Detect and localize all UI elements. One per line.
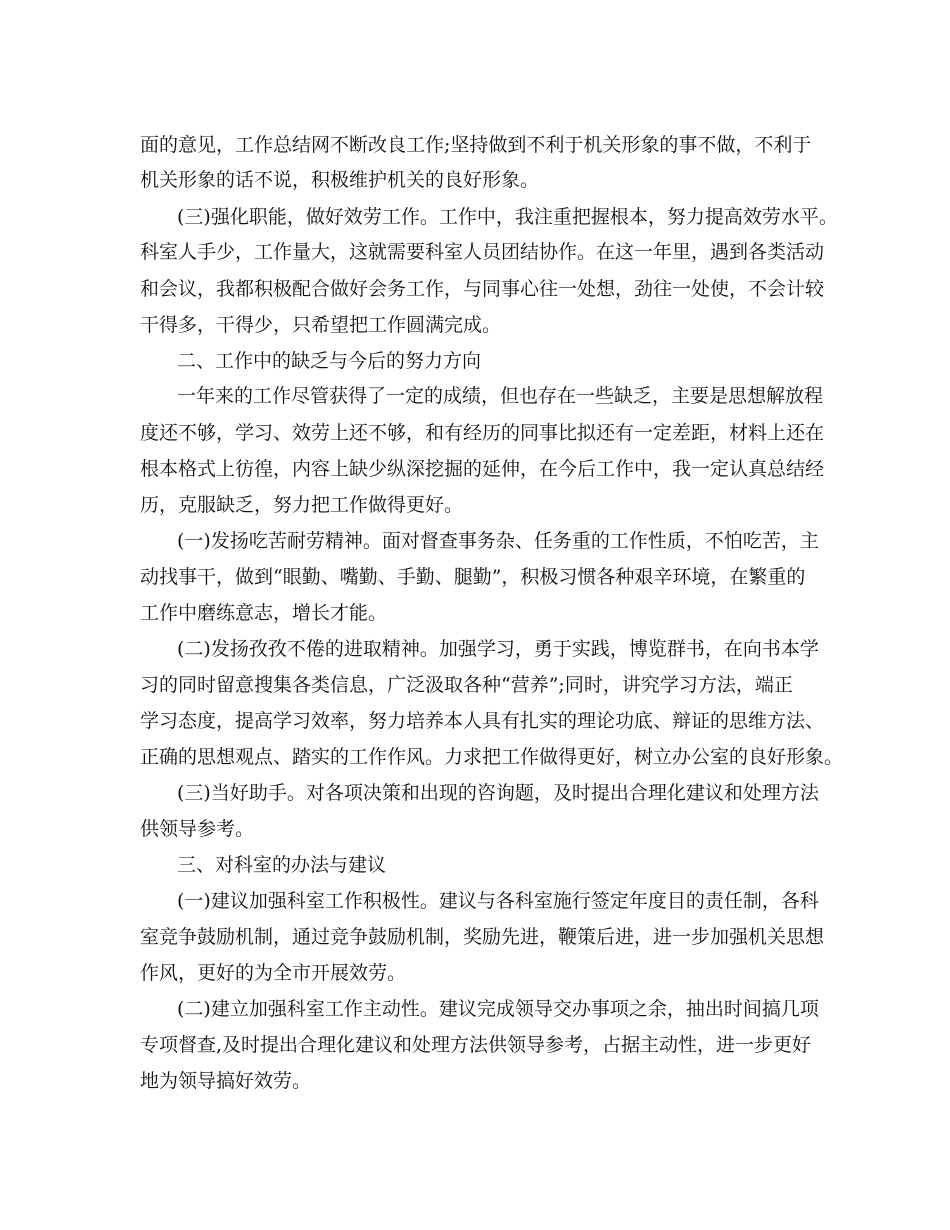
text-line: (一)建议加强科室工作积极性。建议与各科室施行签定年度目的责任制，各科 [177,890,819,912]
section-heading: 三、对科室的办法与建议 [177,854,387,876]
text-line: 作风，更好的为全市开展效劳。 [140,962,407,984]
text-line: (二)发扬孜孜不倦的进取精神。加强学习，勇于实践，博览群书，在向书本学 [177,638,819,660]
text-line: 习的同时留意搜集各类信息，广泛汲取各种“营养”;同时，讲究学习方法，端正 [140,674,793,696]
text-line: 学习态度，提高学习效率，努力培养本人具有扎实的理论功底、辩证的思维方法、 [140,710,825,732]
section-heading: 二、工作中的缺乏与今后的努力方向 [177,350,482,372]
text-line: 正确的思想观点、踏实的工作作风。力求把工作做得更好，树立办公室的良好形象。 [140,746,844,768]
text-line: 面的意见，工作总结网不断改良工作;坚持做到不利于机关形象的事不做，不利于 [140,134,812,156]
text-line: (三)当好助手。对各项决策和出现的咨询题，及时提出合理化建议和处理方法 [177,782,819,804]
text-line: 根本格式上彷徨，内容上缺少纵深挖掘的延伸，在今后工作中，我一定认真总结经 [140,458,825,480]
text-line: 度还不够，学习、效劳上还不够，和有经历的同事比拟还有一定差距，材料上还在 [140,422,825,444]
text-line: 室竞争鼓励机制，通过竞争鼓励机制，奖励先进，鞭策后进，进一步加强机关思想 [140,926,825,948]
text-line: 一年来的工作尽管获得了一定的成绩，但也存在一些缺乏，主要是思想解放程 [177,385,824,407]
text-line: 干得多，干得少，只希望把工作圆满完成。 [140,314,502,336]
text-line: 科室人手少，工作量大，这就需要科室人员团结协作。在这一年里，遇到各类活动 [140,241,825,263]
text-line: 历，克服缺乏，努力把工作做得更好。 [140,494,464,516]
text-line: 和会议，我都积极配合做好会务工作，与同事心往一处想，劲往一处使，不会计较 [140,278,825,300]
text-line: 动找事干，做到“眼勤、嘴勤、手勤、腿勤”，积极习惯各种艰辛环境，在繁重的 [140,566,806,588]
text-line: (二)建立加强科室工作主动性。建议完成领导交办事项之余，抽出时间搞几项 [177,998,819,1020]
text-line: (三)强化职能，做好效劳工作。工作中，我注重把握根本，努力提高效劳水平。 [177,206,838,228]
text-line: 供领导参考。 [140,818,255,840]
text-line: (一)发扬吃苦耐劳精神。面对督查事务杂、任务重的工作性质，不怕吃苦，主 [177,530,819,552]
text-line: 专项督查,及时提出合理化建议和处理方法供领导参考，占据主动性，进一步更好 [140,1034,812,1056]
text-line: 工作中磨练意志，增长才能。 [140,602,388,624]
text-line: 地为领导搞好效劳。 [140,1070,312,1092]
text-line: 机关形象的话不说，积极维护机关的良好形象。 [140,169,540,191]
